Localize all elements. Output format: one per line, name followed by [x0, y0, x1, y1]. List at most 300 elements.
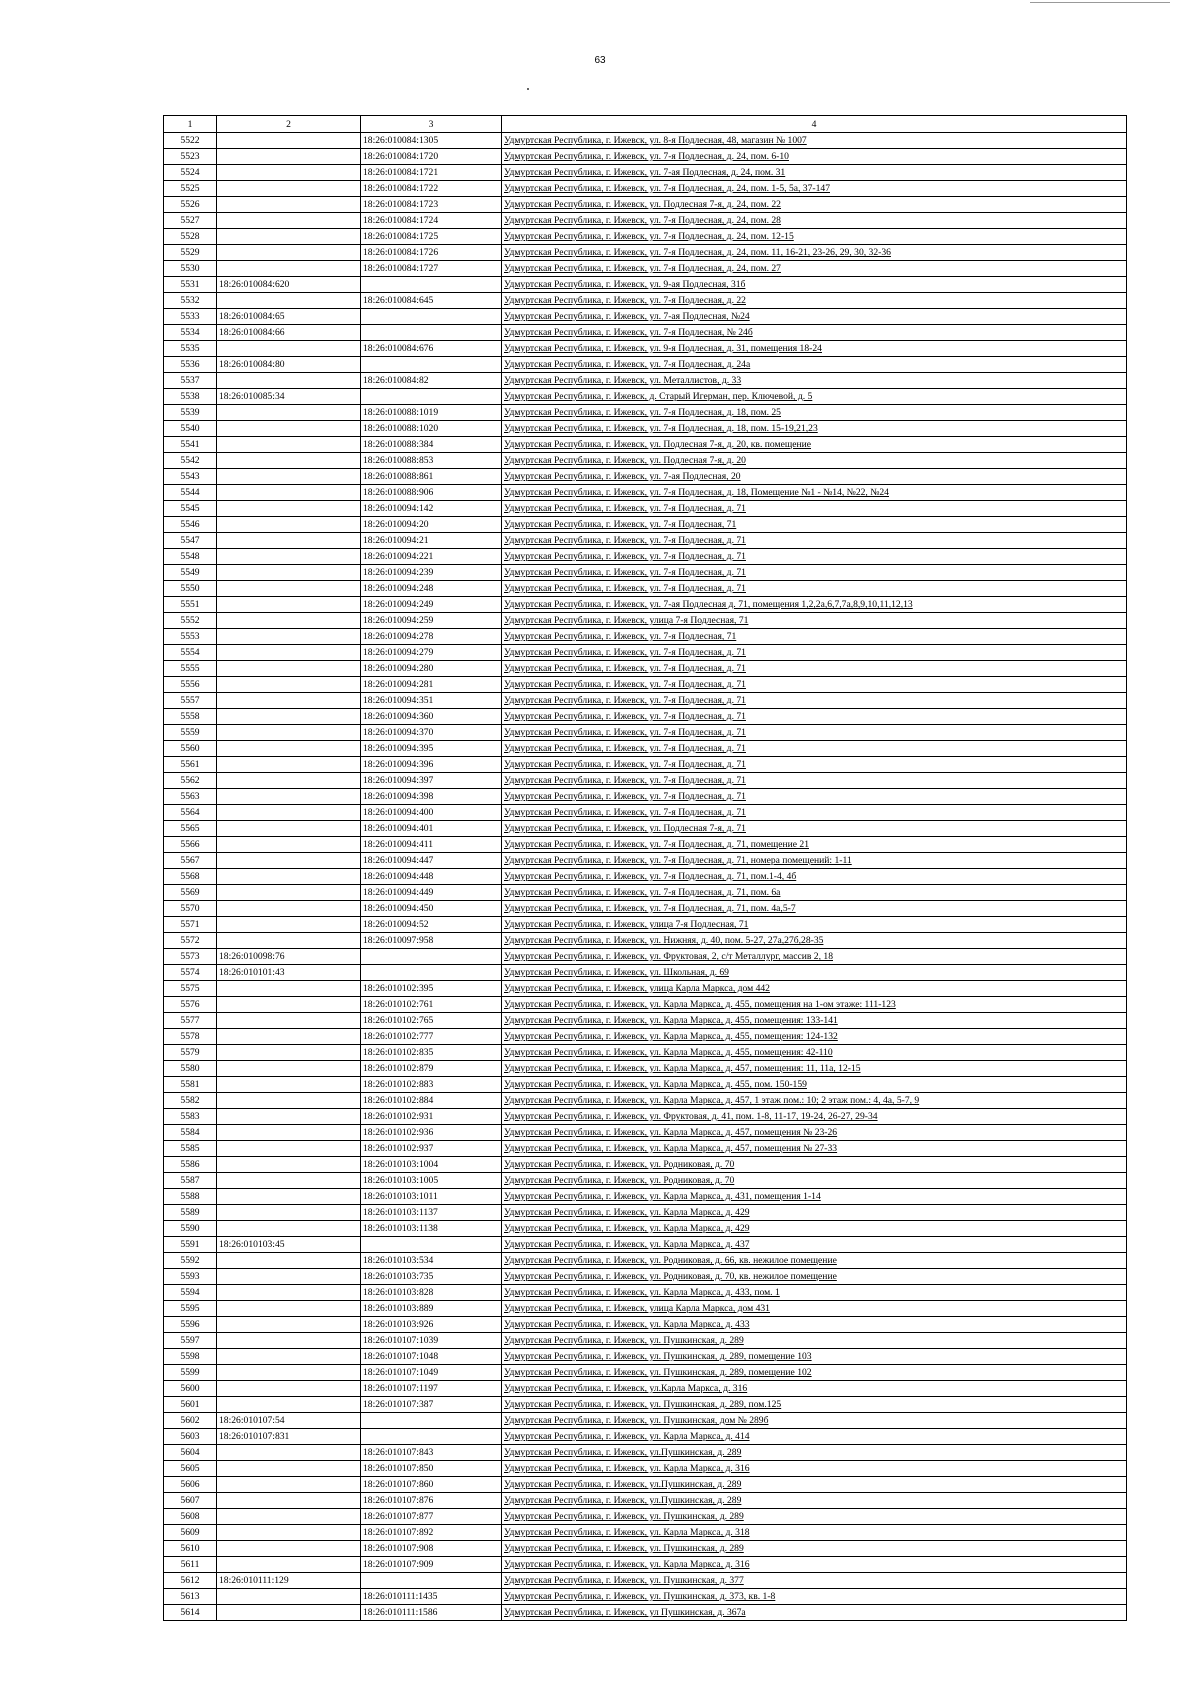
land-parcel-cadastral-number — [217, 133, 361, 149]
land-parcel-cadastral-number — [217, 1557, 361, 1573]
building-cadastral-number: 18:26:010084:1305 — [361, 133, 502, 149]
building-cadastral-number: 18:26:010094:20 — [361, 517, 502, 533]
table-row — [164, 773, 1127, 789]
land-parcel-cadastral-number — [217, 629, 361, 645]
land-parcel-cadastral-number — [217, 677, 361, 693]
address: Удмуртская Республика, г. Ижевск, ул. 7-я Подлесная, д. 18, пом. 15-19,21,23 — [502, 421, 1127, 437]
address: Удмуртская Республика, г. Ижевск, ул. Карла Маркса, д. 316 — [502, 1557, 1127, 1573]
land-parcel-cadastral-number: 18:26:010107:54 — [217, 1413, 361, 1429]
address: Удмуртская Республика, г. Ижевск, ул. Карла Маркса, д. 429 — [502, 1221, 1127, 1237]
building-cadastral-number: 18:26:010094:21 — [361, 533, 502, 549]
building-cadastral-number — [361, 1237, 502, 1253]
land-parcel-cadastral-number — [217, 341, 361, 357]
table-row — [164, 1349, 1127, 1365]
address: Удмуртская Республика, г. Ижевск, ул. Карла Маркса, д. 457, помещения № 27-33 — [502, 1141, 1127, 1157]
header-row — [164, 116, 1127, 133]
building-cadastral-number: 18:26:010094:450 — [361, 901, 502, 917]
land-parcel-cadastral-number — [217, 661, 361, 677]
land-parcel-cadastral-number — [217, 469, 361, 485]
address: Удмуртская Республика, г. Ижевск, ул. Карла Маркса, д. 433, пом. 1 — [502, 1285, 1127, 1301]
table-row — [164, 357, 1127, 373]
header-col-2: 2 — [217, 116, 361, 133]
table-row — [164, 229, 1127, 245]
table-row — [164, 1077, 1127, 1093]
row-number: 5566 — [164, 837, 217, 853]
table-row — [164, 1205, 1127, 1221]
land-parcel-cadastral-number — [217, 757, 361, 773]
building-cadastral-number: 18:26:010107:1197 — [361, 1381, 502, 1397]
table-row — [164, 469, 1127, 485]
land-parcel-cadastral-number — [217, 1381, 361, 1397]
address: Удмуртская Республика, г. Ижевск, ул. 7-ая Подлесная, д. 24, пом. 31 — [502, 165, 1127, 181]
address: Удмуртская Республика, г. Ижевск, ул. Карла Маркса, д. 455, помещения: 133-141 — [502, 1013, 1127, 1029]
building-cadastral-number: 18:26:010084:1720 — [361, 149, 502, 165]
table-row — [164, 1605, 1127, 1621]
address: Удмуртская Республика, г. Ижевск, ул. 7-я Подлесная, д. 71 — [502, 789, 1127, 805]
building-cadastral-number: 18:26:010094:398 — [361, 789, 502, 805]
address: Удмуртская Республика, г. Ижевск, ул. Карла Маркса, д. 455, помещения: 42-110 — [502, 1045, 1127, 1061]
address: Удмуртская Республика, г. Ижевск, ул. 7-я Подлесная, д. 71 — [502, 709, 1127, 725]
building-cadastral-number: 18:26:010094:281 — [361, 677, 502, 693]
land-parcel-cadastral-number: 18:26:010098:76 — [217, 949, 361, 965]
address: Удмуртская Республика, г. Ижевск, улица Карла Маркса, дом 431 — [502, 1301, 1127, 1317]
table-row — [164, 853, 1127, 869]
address: Удмуртская Республика, г. Ижевск, ул. 7-я Подлесная, № 24б — [502, 325, 1127, 341]
land-parcel-cadastral-number — [217, 1349, 361, 1365]
row-number: 5580 — [164, 1061, 217, 1077]
land-parcel-cadastral-number — [217, 165, 361, 181]
top-edge-rule — [1030, 2, 1170, 3]
table-row — [164, 1477, 1127, 1493]
land-parcel-cadastral-number: 18:26:010085:34 — [217, 389, 361, 405]
row-number: 5541 — [164, 437, 217, 453]
land-parcel-cadastral-number — [217, 293, 361, 309]
building-cadastral-number: 18:26:010107:909 — [361, 1557, 502, 1573]
address: Удмуртская Республика, г. Ижевск, ул. Карла Маркса, д. 437 — [502, 1237, 1127, 1253]
table-row — [164, 741, 1127, 757]
land-parcel-cadastral-number — [217, 693, 361, 709]
table-row — [164, 613, 1127, 629]
building-cadastral-number: 18:26:010088:384 — [361, 437, 502, 453]
building-cadastral-number: 18:26:010103:828 — [361, 1285, 502, 1301]
land-parcel-cadastral-number: 18:26:010084:66 — [217, 325, 361, 341]
building-cadastral-number: 18:26:010084:82 — [361, 373, 502, 389]
building-cadastral-number: 18:26:010107:877 — [361, 1509, 502, 1525]
row-number: 5547 — [164, 533, 217, 549]
building-cadastral-number: 18:26:010102:395 — [361, 981, 502, 997]
row-number: 5532 — [164, 293, 217, 309]
row-number: 5565 — [164, 821, 217, 837]
address: Удмуртская Республика, г. Ижевск, улица 7-я Подлесная, 71 — [502, 917, 1127, 933]
row-number: 5599 — [164, 1365, 217, 1381]
table-row — [164, 677, 1127, 693]
table-row — [164, 197, 1127, 213]
row-number: 5538 — [164, 389, 217, 405]
table-body — [164, 133, 1127, 1621]
land-parcel-cadastral-number — [217, 725, 361, 741]
building-cadastral-number: 18:26:010094:279 — [361, 645, 502, 661]
land-parcel-cadastral-number — [217, 597, 361, 613]
row-number: 5610 — [164, 1541, 217, 1557]
building-cadastral-number: 18:26:010103:1005 — [361, 1173, 502, 1189]
table-row — [164, 389, 1127, 405]
land-parcel-cadastral-number: 18:26:010103:45 — [217, 1237, 361, 1253]
table-row — [164, 1381, 1127, 1397]
building-cadastral-number: 18:26:010111:1586 — [361, 1605, 502, 1621]
table-row — [164, 1125, 1127, 1141]
property-registry-table — [163, 115, 1127, 1621]
land-parcel-cadastral-number — [217, 1589, 361, 1605]
table-row — [164, 261, 1127, 277]
row-number: 5573 — [164, 949, 217, 965]
row-number: 5594 — [164, 1285, 217, 1301]
table-row — [164, 309, 1127, 325]
building-cadastral-number: 18:26:010094:239 — [361, 565, 502, 581]
building-cadastral-number: 18:26:010107:892 — [361, 1525, 502, 1541]
land-parcel-cadastral-number — [217, 645, 361, 661]
row-number: 5588 — [164, 1189, 217, 1205]
address: Удмуртская Республика, г. Ижевск, ул. 7-я Подлесная, д. 71, номера помещений: 1-11 — [502, 853, 1127, 869]
address: Удмуртская Республика, г. Ижевск, улица 7-я Подлесная, 71 — [502, 613, 1127, 629]
row-number: 5531 — [164, 277, 217, 293]
address: Удмуртская Республика, г. Ижевск, ул. 7-я Подлесная, д. 71 — [502, 773, 1127, 789]
address: Удмуртская Республика, г. Ижевск, ул. 7-я Подлесная, д. 71 — [502, 549, 1127, 565]
building-cadastral-number: 18:26:010094:221 — [361, 549, 502, 565]
row-number: 5576 — [164, 997, 217, 1013]
table-row — [164, 789, 1127, 805]
table-row — [164, 1525, 1127, 1541]
land-parcel-cadastral-number: 18:26:010084:65 — [217, 309, 361, 325]
land-parcel-cadastral-number — [217, 885, 361, 901]
land-parcel-cadastral-number — [217, 981, 361, 997]
table-row — [164, 581, 1127, 597]
table-row — [164, 373, 1127, 389]
row-number: 5582 — [164, 1093, 217, 1109]
building-cadastral-number: 18:26:010088:1020 — [361, 421, 502, 437]
land-parcel-cadastral-number — [217, 229, 361, 245]
address: Удмуртская Республика, г. Ижевск, ул. Нижняя, д. 40, пом. 5-27, 27а,27б,28-35 — [502, 933, 1127, 949]
table-row — [164, 149, 1127, 165]
building-cadastral-number: 18:26:010088:906 — [361, 485, 502, 501]
row-number: 5591 — [164, 1237, 217, 1253]
row-number: 5539 — [164, 405, 217, 421]
building-cadastral-number: 18:26:010094:52 — [361, 917, 502, 933]
table-row — [164, 1237, 1127, 1253]
building-cadastral-number: 18:26:010107:850 — [361, 1461, 502, 1477]
building-cadastral-number: 18:26:010088:853 — [361, 453, 502, 469]
building-cadastral-number: 18:26:010094:249 — [361, 597, 502, 613]
address: Удмуртская Республика, г. Ижевск, ул. Подлесная 7-я, д. 20, кв. помещение — [502, 437, 1127, 453]
building-cadastral-number: 18:26:010094:370 — [361, 725, 502, 741]
building-cadastral-number: 18:26:010094:278 — [361, 629, 502, 645]
table-row — [164, 1365, 1127, 1381]
table-row — [164, 917, 1127, 933]
land-parcel-cadastral-number — [217, 1253, 361, 1269]
row-number: 5607 — [164, 1493, 217, 1509]
land-parcel-cadastral-number — [217, 421, 361, 437]
land-parcel-cadastral-number: 18:26:010111:129 — [217, 1573, 361, 1589]
table-row — [164, 1573, 1127, 1589]
table-row — [164, 837, 1127, 853]
table-row — [164, 757, 1127, 773]
land-parcel-cadastral-number — [217, 437, 361, 453]
land-parcel-cadastral-number — [217, 1269, 361, 1285]
row-number: 5571 — [164, 917, 217, 933]
address: Удмуртская Республика, г. Ижевск, ул. 7-я Подлесная, д. 71, пом. 4а,5-7 — [502, 901, 1127, 917]
row-number: 5593 — [164, 1269, 217, 1285]
land-parcel-cadastral-number — [217, 453, 361, 469]
land-parcel-cadastral-number — [217, 501, 361, 517]
row-number: 5568 — [164, 869, 217, 885]
table-row — [164, 1317, 1127, 1333]
building-cadastral-number — [361, 1413, 502, 1429]
row-number: 5550 — [164, 581, 217, 597]
land-parcel-cadastral-number — [217, 917, 361, 933]
land-parcel-cadastral-number — [217, 1493, 361, 1509]
row-number: 5605 — [164, 1461, 217, 1477]
land-parcel-cadastral-number — [217, 1093, 361, 1109]
building-cadastral-number — [361, 1429, 502, 1445]
row-number: 5611 — [164, 1557, 217, 1573]
row-number: 5544 — [164, 485, 217, 501]
address: Удмуртская Республика, г. Ижевск, ул.Пушкинская, д. 289 — [502, 1445, 1127, 1461]
table-row — [164, 1541, 1127, 1557]
address: Удмуртская Республика, г. Ижевск, ул. 7-ая Подлесная, 20 — [502, 469, 1127, 485]
building-cadastral-number: 18:26:010103:1137 — [361, 1205, 502, 1221]
land-parcel-cadastral-number — [217, 373, 361, 389]
row-number: 5597 — [164, 1333, 217, 1349]
row-number: 5595 — [164, 1301, 217, 1317]
land-parcel-cadastral-number — [217, 837, 361, 853]
row-number: 5569 — [164, 885, 217, 901]
land-parcel-cadastral-number — [217, 581, 361, 597]
address: Удмуртская Республика, г. Ижевск, ул.Карла Маркса, д. 316 — [502, 1381, 1127, 1397]
building-cadastral-number: 18:26:010094:360 — [361, 709, 502, 725]
address: Удмуртская Республика, г. Ижевск, ул. Подлесная 7-я, д. 24, пом. 22 — [502, 197, 1127, 213]
table-row — [164, 501, 1127, 517]
address: Удмуртская Республика, г. Ижевск, ул. 7-я Подлесная, д. 71, пом.1-4, 4б — [502, 869, 1127, 885]
table-row — [164, 1013, 1127, 1029]
row-number: 5587 — [164, 1173, 217, 1189]
building-cadastral-number: 18:26:010094:448 — [361, 869, 502, 885]
row-number: 5606 — [164, 1477, 217, 1493]
building-cadastral-number: 18:26:010103:1011 — [361, 1189, 502, 1205]
land-parcel-cadastral-number — [217, 181, 361, 197]
building-cadastral-number: 18:26:010103:534 — [361, 1253, 502, 1269]
address: Удмуртская Республика, г. Ижевск, ул. Карла Маркса, д. 433 — [502, 1317, 1127, 1333]
building-cadastral-number: 18:26:010084:676 — [361, 341, 502, 357]
table-row — [164, 517, 1127, 533]
address: Удмуртская Республика, г. Ижевск, ул. 7-я Подлесная, д. 71 — [502, 757, 1127, 773]
address: Удмуртская Республика, г. Ижевск, ул. 7-я Подлесная, д. 24, пом. 6-10 — [502, 149, 1127, 165]
land-parcel-cadastral-number — [217, 533, 361, 549]
address: Удмуртская Республика, г. Ижевск, ул. 8-я Подлесная, 48, магазин № 1007 — [502, 133, 1127, 149]
table-row — [164, 901, 1127, 917]
land-parcel-cadastral-number — [217, 1013, 361, 1029]
table-row — [164, 1509, 1127, 1525]
address: Удмуртская Республика, г. Ижевск, ул. Металлистов, д. 33 — [502, 373, 1127, 389]
address: Удмуртская Республика, г. Ижевск, ул. Пушкинская, д. 289, помещение 103 — [502, 1349, 1127, 1365]
building-cadastral-number: 18:26:010094:351 — [361, 693, 502, 709]
table-row — [164, 1157, 1127, 1173]
land-parcel-cadastral-number — [217, 197, 361, 213]
building-cadastral-number — [361, 1573, 502, 1589]
building-cadastral-number: 18:26:010097:958 — [361, 933, 502, 949]
address: Удмуртская Республика, г. Ижевск, ул. Пушкинская, д. 289 — [502, 1333, 1127, 1349]
row-number: 5598 — [164, 1349, 217, 1365]
building-cadastral-number: 18:26:010103:1004 — [361, 1157, 502, 1173]
table-row — [164, 1029, 1127, 1045]
row-number: 5527 — [164, 213, 217, 229]
land-parcel-cadastral-number — [217, 565, 361, 581]
land-parcel-cadastral-number — [217, 1445, 361, 1461]
land-parcel-cadastral-number — [217, 1205, 361, 1221]
land-parcel-cadastral-number — [217, 1525, 361, 1541]
table-row — [164, 1413, 1127, 1429]
building-cadastral-number: 18:26:010084:1722 — [361, 181, 502, 197]
land-parcel-cadastral-number — [217, 1477, 361, 1493]
address: Удмуртская Республика, г. Ижевск, ул. 7-я Подлесная, д. 18, пом. 25 — [502, 405, 1127, 421]
address: Удмуртская Республика, г. Ижевск, ул. 7-я Подлесная, д. 24а — [502, 357, 1127, 373]
row-number: 5604 — [164, 1445, 217, 1461]
table-row — [164, 133, 1127, 149]
building-cadastral-number: 18:26:010107:908 — [361, 1541, 502, 1557]
address: Удмуртская Республика, г. Ижевск, ул.Пушкинская, д. 289 — [502, 1493, 1127, 1509]
building-cadastral-number: 18:26:010094:401 — [361, 821, 502, 837]
land-parcel-cadastral-number — [217, 773, 361, 789]
row-number: 5551 — [164, 597, 217, 613]
building-cadastral-number: 18:26:010102:937 — [361, 1141, 502, 1157]
table-row — [164, 645, 1127, 661]
address: Удмуртская Республика, г. Ижевск, ул. 7-я Подлесная, д. 22 — [502, 293, 1127, 309]
table-row — [164, 597, 1127, 613]
land-parcel-cadastral-number — [217, 821, 361, 837]
row-number: 5581 — [164, 1077, 217, 1093]
address: Удмуртская Республика, г. Ижевск, ул. Родниковая, д. 66, кв. нежилое помещение — [502, 1253, 1127, 1269]
table-row — [164, 421, 1127, 437]
address: Удмуртская Республика, г. Ижевск, ул. Карла Маркса, д. 414 — [502, 1429, 1127, 1445]
row-number: 5561 — [164, 757, 217, 773]
table-row — [164, 933, 1127, 949]
table-row — [164, 1045, 1127, 1061]
land-parcel-cadastral-number — [217, 613, 361, 629]
table-row — [164, 325, 1127, 341]
row-number: 5578 — [164, 1029, 217, 1045]
table-row — [164, 1557, 1127, 1573]
row-number: 5613 — [164, 1589, 217, 1605]
building-cadastral-number: 18:26:010094:259 — [361, 613, 502, 629]
address: Удмуртская Республика, г. Ижевск, ул. 7-ая Подлесная д. 71, помещения 1,2,2а,6,7,7а,8,9,10,11,12,13 — [502, 597, 1127, 613]
address: Удмуртская Республика, г. Ижевск, ул. 7-я Подлесная, д. 24, пом. 12-15 — [502, 229, 1127, 245]
building-cadastral-number: 18:26:010094:395 — [361, 741, 502, 757]
land-parcel-cadastral-number — [217, 149, 361, 165]
address: Удмуртская Республика, г. Ижевск, ул. 7-я Подлесная, д. 71 — [502, 565, 1127, 581]
building-cadastral-number: 18:26:010102:883 — [361, 1077, 502, 1093]
building-cadastral-number — [361, 325, 502, 341]
address: Удмуртская Республика, г. Ижевск, ул. 7-я Подлесная, д. 71 — [502, 533, 1127, 549]
address: Удмуртская Республика, г. Ижевск, ул. 7-я Подлесная, д. 71 — [502, 725, 1127, 741]
table-row — [164, 949, 1127, 965]
address: Удмуртская Республика, г. Ижевск, ул. Пушкинская, дом № 289б — [502, 1413, 1127, 1429]
building-cadastral-number: 18:26:010102:884 — [361, 1093, 502, 1109]
row-number: 5586 — [164, 1157, 217, 1173]
building-cadastral-number: 18:26:010107:1039 — [361, 1333, 502, 1349]
building-cadastral-number: 18:26:010084:1724 — [361, 213, 502, 229]
land-parcel-cadastral-number — [217, 933, 361, 949]
address: Удмуртская Республика, г. Ижевск, ул. 7-я Подлесная, 71 — [502, 517, 1127, 533]
row-number: 5546 — [164, 517, 217, 533]
table-row — [164, 1173, 1127, 1189]
land-parcel-cadastral-number — [217, 1157, 361, 1173]
row-number: 5574 — [164, 965, 217, 981]
building-cadastral-number — [361, 277, 502, 293]
row-number: 5522 — [164, 133, 217, 149]
table-row — [164, 1189, 1127, 1205]
building-cadastral-number: 18:26:010084:645 — [361, 293, 502, 309]
land-parcel-cadastral-number — [217, 805, 361, 821]
table-row — [164, 1397, 1127, 1413]
header-col-1: 1 — [164, 116, 217, 133]
table-row — [164, 709, 1127, 725]
address: Удмуртская Республика, г. Ижевск, ул. 7-я Подлесная, д. 71 — [502, 677, 1127, 693]
table-row — [164, 293, 1127, 309]
table-row — [164, 1445, 1127, 1461]
row-number: 5535 — [164, 341, 217, 357]
table-row — [164, 485, 1127, 501]
building-cadastral-number: 18:26:010102:777 — [361, 1029, 502, 1045]
row-number: 5555 — [164, 661, 217, 677]
table-row — [164, 981, 1127, 997]
land-parcel-cadastral-number — [217, 1125, 361, 1141]
building-cadastral-number: 18:26:010094:411 — [361, 837, 502, 853]
building-cadastral-number: 18:26:010107:387 — [361, 1397, 502, 1413]
building-cadastral-number: 18:26:010107:1048 — [361, 1349, 502, 1365]
building-cadastral-number: 18:26:010084:1723 — [361, 197, 502, 213]
land-parcel-cadastral-number — [217, 901, 361, 917]
table-row — [164, 245, 1127, 261]
row-number: 5603 — [164, 1429, 217, 1445]
land-parcel-cadastral-number — [217, 1141, 361, 1157]
table-row — [164, 1093, 1127, 1109]
building-cadastral-number: 18:26:010094:400 — [361, 805, 502, 821]
table-row — [164, 533, 1127, 549]
land-parcel-cadastral-number — [217, 1061, 361, 1077]
row-number: 5553 — [164, 629, 217, 645]
address: Удмуртская Республика, г. Ижевск, ул. 7-ая Подлесная, №24 — [502, 309, 1127, 325]
address: Удмуртская Республика, г. Ижевск, ул.Пушкинская, д. 289 — [502, 1477, 1127, 1493]
table-row — [164, 1493, 1127, 1509]
table-row — [164, 405, 1127, 421]
address: Удмуртская Республика, г. Ижевск, ул. 9-я Подлесная, д. 31, помещения 18-24 — [502, 341, 1127, 357]
address: Удмуртская Республика, г. Ижевск, ул. Карла Маркса, д. 429 — [502, 1205, 1127, 1221]
address: Удмуртская Республика, г. Ижевск, ул. Фруктовая, 2, с/т Металлург, массив 2, 18 — [502, 949, 1127, 965]
address: Удмуртская Республика, г. Ижевск, ул. Карла Маркса, д. 455, помещения: 124-132 — [502, 1029, 1127, 1045]
table-row — [164, 1285, 1127, 1301]
building-cadastral-number: 18:26:010094:396 — [361, 757, 502, 773]
building-cadastral-number: 18:26:010084:1725 — [361, 229, 502, 245]
land-parcel-cadastral-number — [217, 1461, 361, 1477]
building-cadastral-number: 18:26:010094:280 — [361, 661, 502, 677]
land-parcel-cadastral-number — [217, 1221, 361, 1237]
table-row — [164, 181, 1127, 197]
row-number: 5567 — [164, 853, 217, 869]
address: Удмуртская Республика, г. Ижевск, ул. Подлесная 7-я, д. 71 — [502, 821, 1127, 837]
row-number: 5583 — [164, 1109, 217, 1125]
address: Удмуртская Республика, г. Ижевск, ул. 7-я Подлесная, 71 — [502, 629, 1127, 645]
land-parcel-cadastral-number — [217, 485, 361, 501]
building-cadastral-number: 18:26:010102:936 — [361, 1125, 502, 1141]
land-parcel-cadastral-number — [217, 1317, 361, 1333]
